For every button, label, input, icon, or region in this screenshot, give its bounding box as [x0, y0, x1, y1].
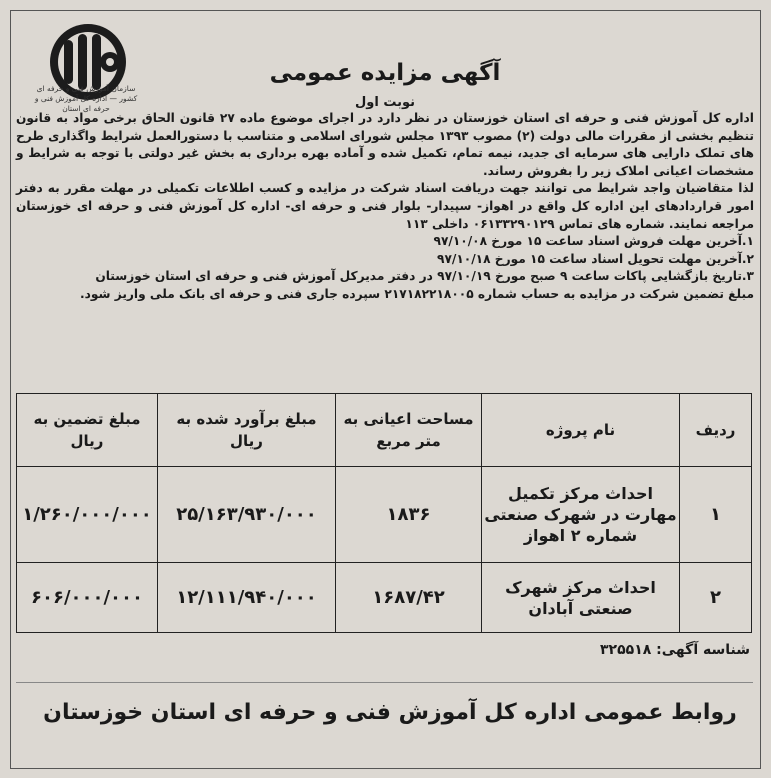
table-row — [17, 563, 752, 633]
cell-estimate: ۲۵/۱۶۳/۹۳۰/۰۰۰ — [158, 467, 336, 563]
ad-body — [16, 110, 754, 304]
cell-row-number: ۱ — [680, 467, 752, 563]
cell-project-name: احداث مرکز تکمیل مهارت در شهرک صنعتی شماره ۲ اهواز — [482, 467, 680, 563]
body-item-4: مبلغ تضمین شرکت در مزایده به حساب شماره ۲۱۷۱۸۲۲۱۸۰۰۵ سپرده جاری فنی و حرفه ای بانک ملی واریز شود. — [79, 286, 754, 301]
auction-table — [16, 393, 752, 633]
footer-signature: روابط عمومی اداره کل آموزش فنی و حرفه ای استان خوزستان — [43, 700, 737, 725]
body-item-2: ۲.آخرین مهلت تحویل اسناد ساعت ۱۵ مورخ ۹۷/۱۰/۱۸ — [437, 251, 754, 266]
ad-title: آگهی مزایده عمومی — [269, 60, 501, 86]
cell-row-number: ۲ — [680, 563, 752, 633]
body-paragraph-2: لذا متقاضیان واجد شرایط می توانند جهت دریافت اسناد شرکت در مزایده و کسب اطلاعات تکمیلی در مهلت مقرر به دفتر امور قراردادهای این اداره کل واقع در اهواز- سپیدار- بلوار فنی و حرفه ای- اداره کل آموزش فنی و حرفه ای خوزستان مراجعه نمایند. شماره های تماس ۰۶۱۳۳۲۹۰۱۲۹ داخلی ۱۱۳ — [16, 181, 754, 231]
header-area: مساحت اعیانی به متر مربع — [336, 394, 482, 467]
cell-area: ۱۶۸۷/۴۲ — [336, 563, 482, 633]
header-estimate: مبلغ برآورد شده به ریال — [158, 394, 336, 467]
cell-area: ۱۸۳۶ — [336, 467, 482, 563]
header-project-name: نام پروژه — [482, 394, 680, 467]
cell-guarantee: ۱/۲۶۰/۰۰۰/۰۰۰ — [17, 467, 158, 563]
table-row — [17, 467, 752, 563]
cell-project-name: احداث مرکز شهرک صنعتی آبادان — [482, 563, 680, 633]
divider — [16, 682, 753, 683]
cell-estimate: ۱۲/۱۱۱/۹۴۰/۰۰۰ — [158, 563, 336, 633]
header-row-number: ردیف — [680, 394, 752, 467]
header-guarantee: مبلغ تضمین به ریال — [17, 394, 158, 467]
body-paragraph-1: اداره کل آموزش فنی و حرفه ای استان خوزستان در نظر دارد در اجرای موضوع ماده ۲۷ قانون الحاق برخی مواد به قانون تنظیم بخشی از مقررات مالی دولت (۲) مصوب ۱۳۹۳ مجلس شورای اسلامی و متناسب با دستورالعمل شرایط واگذاری طرح های تملک دارایی های سرمایه ای جدید، نیمه تمام، تکمیل شده و آماده بهره برداری به بخش غیر دولتی با توجه به شرایط و مشخصات اعیانی املاک زیر را بفروش رساند. — [16, 111, 754, 178]
cell-guarantee: ۶۰۶/۰۰۰/۰۰۰ — [17, 563, 158, 633]
body-item-1: ۱.آخرین مهلت فروش اسناد ساعت ۱۵ مورخ ۹۷/۱۰/۰۸ — [433, 234, 754, 249]
logo-caption: سازمان آموزش فنی و حرفه ای کشور — اداره کل آموزش فنی و حرفه ای استان — [34, 84, 138, 113]
ad-subtitle: نوبت اول — [354, 95, 416, 110]
ad-identifier: شناسه آگهی: ۳۲۵۵۱۸ — [600, 642, 750, 658]
body-item-3: ۳.تاریخ بازگشایی پاکات ساعت ۹ صبح مورخ ۹۷/۱۰/۱۹ در دفتر مدیرکل آموزش فنی و حرفه ای استان خوزستان — [95, 269, 754, 284]
table-header-row — [17, 394, 752, 467]
